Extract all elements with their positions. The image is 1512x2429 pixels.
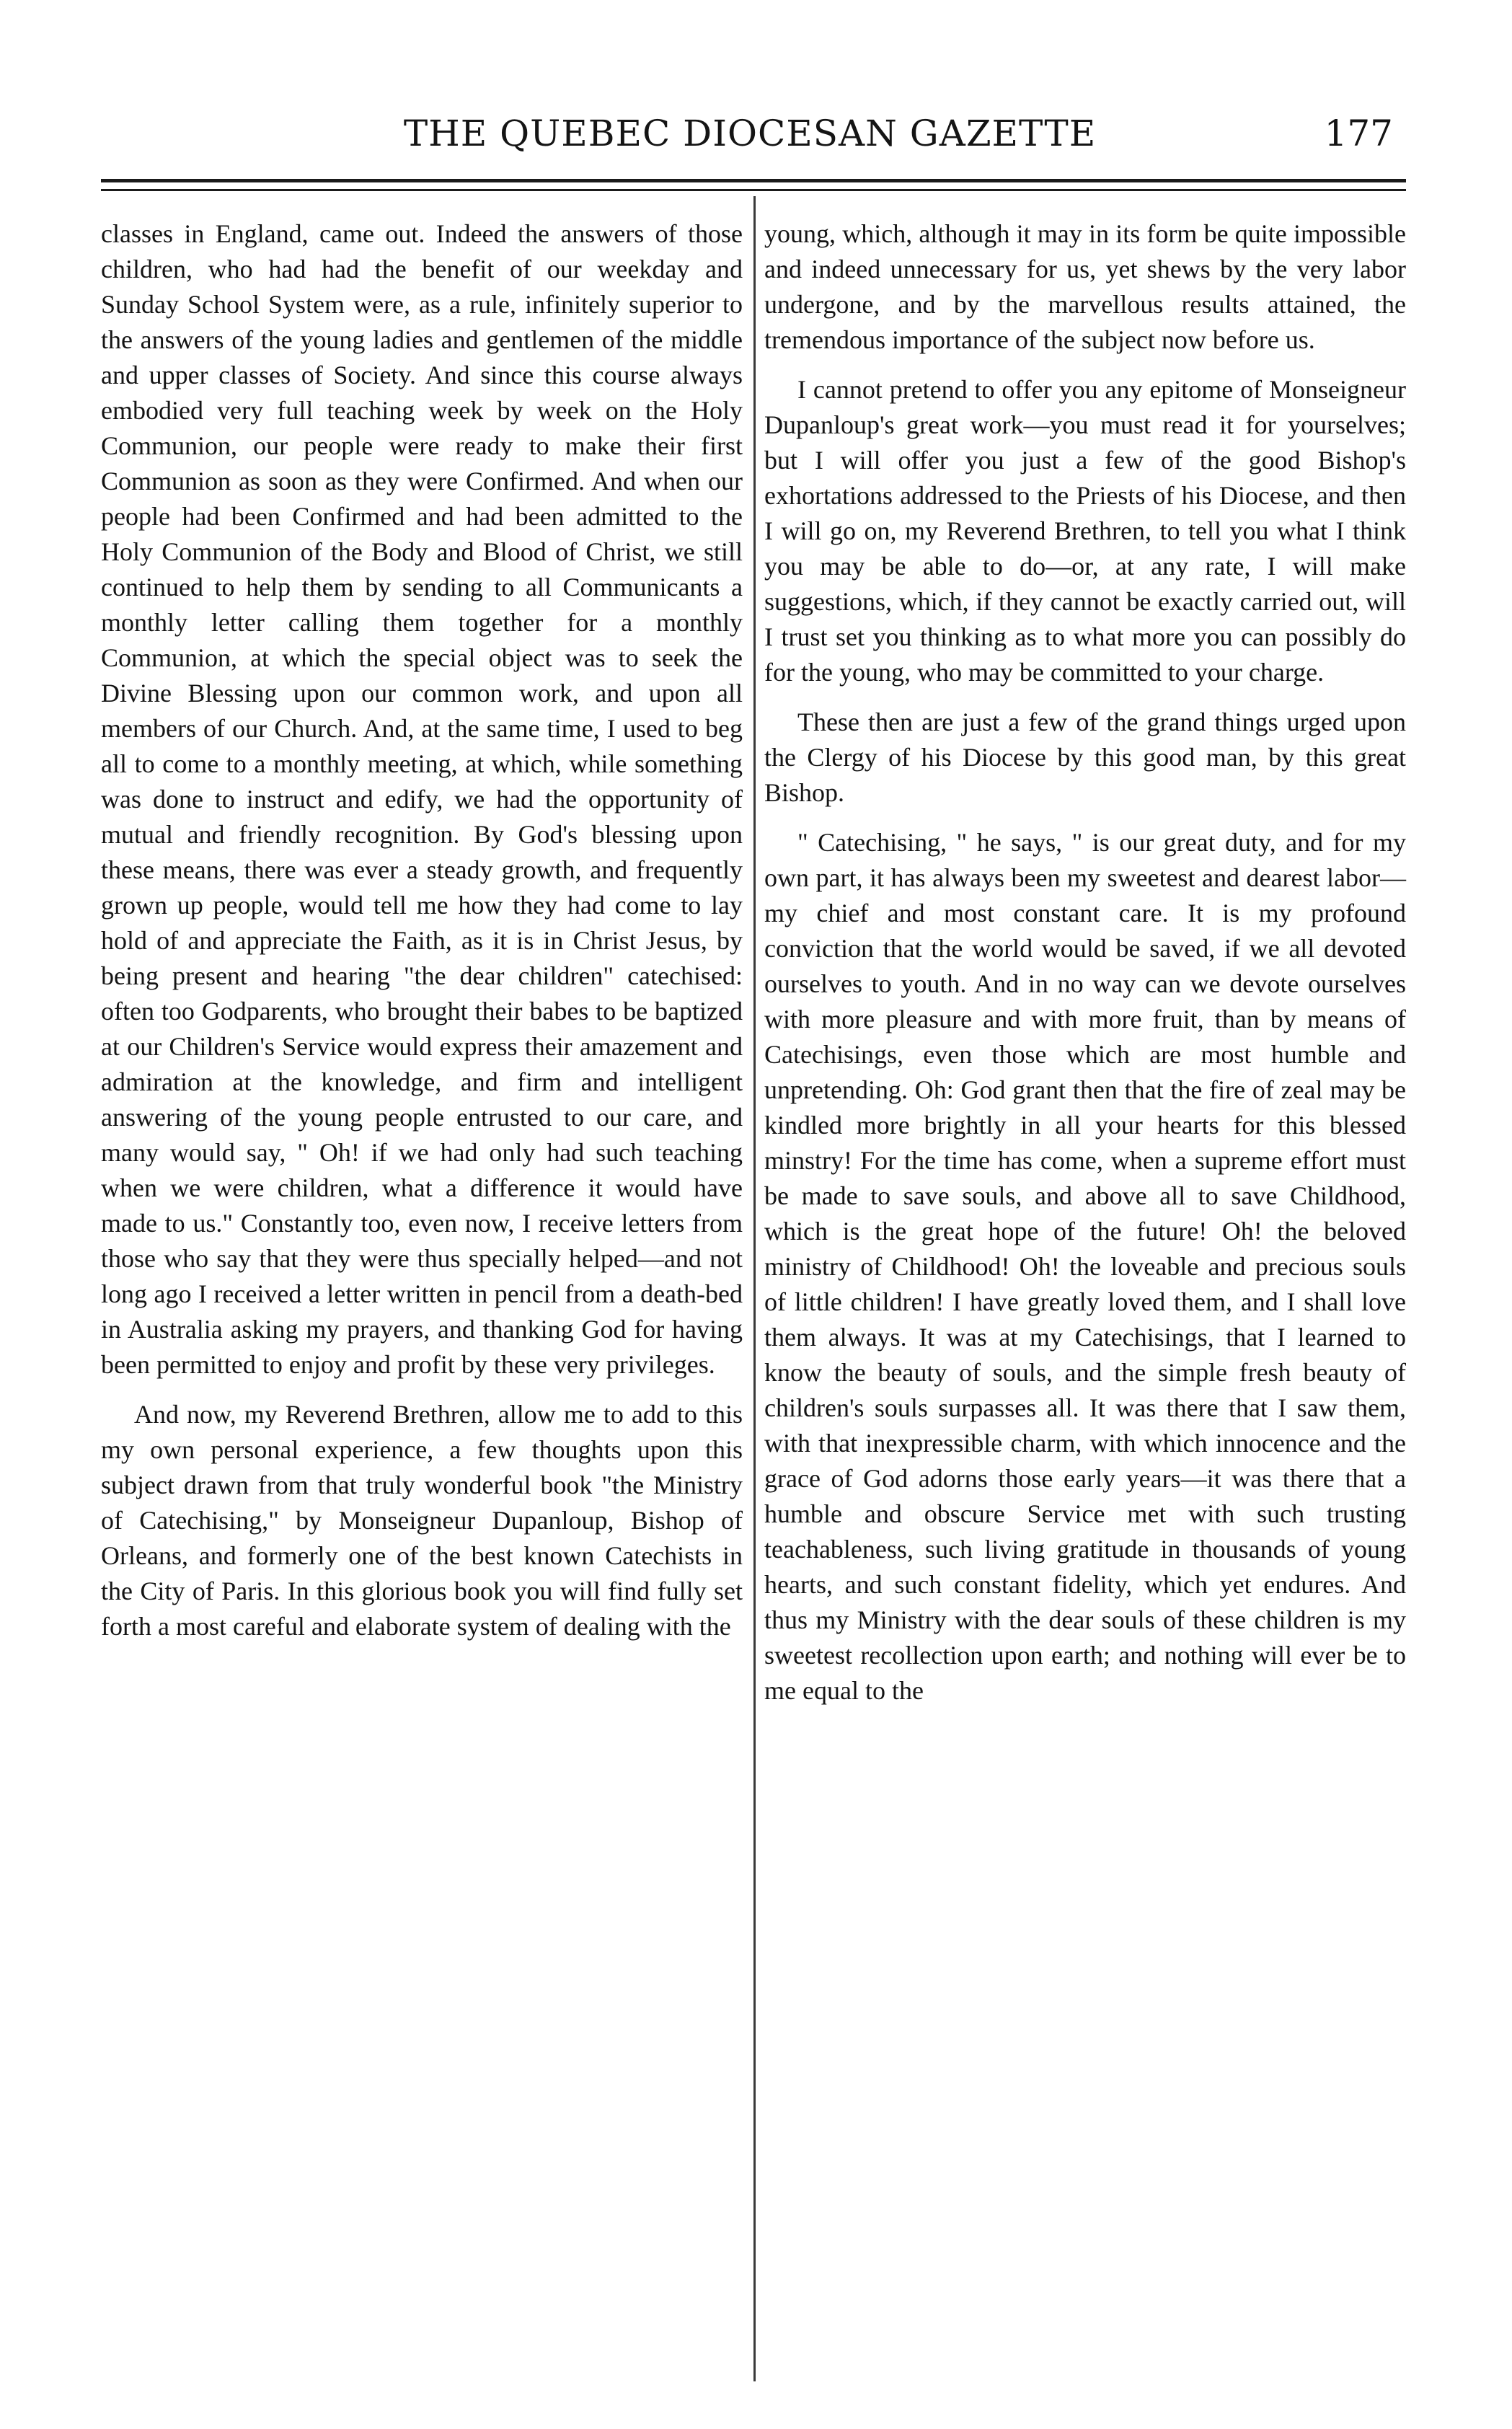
header-rule-thin bbox=[101, 189, 1406, 191]
page-number: 177 bbox=[1324, 113, 1393, 154]
left-column bbox=[101, 216, 743, 1659]
right-column bbox=[764, 216, 1406, 1723]
column-divider bbox=[753, 196, 756, 2381]
right-paragraph-3: These then are just a few of the grand things urged upon the Clergy of his Diocese by this good man, by this great Bishop. bbox=[764, 707, 1406, 807]
page-header bbox=[101, 108, 1399, 166]
right-paragraph-1: young, which, although it may in its form be quite impossible and indeed unnecessary for us, yet shews by the very labor undergone, and by the marvellous results attained, the tremendous importance of the subject now before us. bbox=[764, 219, 1406, 354]
right-paragraph-4: " Catechising, " he says, " is our great duty, and for my own part, it has always been my sweetest and dearest labor—my chief and most constant care. It is my profound conviction that the world would be saved, if we all devoted ourselves to youth. And in no way can we devote ourselves with more pleasure and with more fruit, than by means of Catechisings, even those which are most humble and unpretending. Oh: God grant then that the fire of zeal may be kindled more brightly in all your hearts for this blessed minstry! For the time has come, when a supreme effort must be made to save souls, and above all to save Childhood, which is the great hope of the future! Oh! the beloved ministry of Childhood! Oh! the loveable and precious souls of little children! I have greatly loved them, and I shall love them always. It was at my Catechisings, that I learned to know the beauty of souls, and the simple fresh beauty of children's souls surpasses all. It was there that I saw them, with that inexpressible charm, with which innocence and the grace of God adorns those early years—it was there that a humble and obscure Service met with such trusting teachableness, such living gratitude in thousands of young hearts, and such constant fidelity, which yet endures. And thus my Ministry with the dear souls of these children is my sweetest recollection upon earth; and nothing will ever be to me equal to the bbox=[764, 828, 1406, 1705]
left-paragraph-2: And now, my Reverend Brethren, allow me to add to this my own personal experience, a few thoughts upon this subject drawn from that truly wonderful book "the Ministry of Catechising," by Monseigneur Dupanloup, Bishop of Orleans, and formerly one of the best known Catechists in the City of Paris. In this glorious book you will find fully set forth a most careful and elaborate system of dealing with the bbox=[101, 1400, 743, 1641]
running-title: THE QUEBEC DIOCESAN GAZETTE bbox=[403, 113, 1097, 154]
left-paragraph-1: classes in England, came out. Indeed the answers of those children, who had had the benefit of our weekday and Sunday School System were, as a rule, infinitely superior to the answers of the young ladies and gentlemen of the middle and upper classes of Society. And since this course always embodied very full teaching week by week on the Holy Communion, our people were ready to make their first Communion as soon as they were Confirmed. And when our people had been Confirmed and had been admitted to the Holy Communion of the Body and Blood of Christ, we still continued to help them by sending to all Communicants a monthly letter calling them together for a monthly Communion, at which the special object was to seek the Divine Blessing upon our common work, and upon all members of our Church. And, at the same time, I used to beg all to come to a monthly meeting, at which, while something was done to instruct and edify, we had the opportunity of mutual and friendly recognition. By God's blessing upon these means, there was ever a steady growth, and frequently grown up people, would tell me how they had come to lay hold of and appreciate the Faith, as it is in Christ Jesus, by being present and hearing "the dear children" catechised: often too Godparents, who brought their babes to be baptized at our Children's Service would express their amazement and admiration at the knowledge, and firm and intelligent answering of the young people entrusted to our care, and many would say, " Oh! if we had only had such teaching when we were children, what a difference it would have made to us." Constantly too, even now, I receive letters from those who say that they were thus specially helped—and not long ago I received a letter written in pencil from a death-bed in Australia asking my prayers, and thanking God for having been permitted to enjoy and profit by these very privileges. bbox=[101, 219, 743, 1379]
header-rule-thick bbox=[101, 179, 1406, 182]
right-paragraph-2: I cannot pretend to offer you any epitome of Monseigneur Dupanloup's great work—you must read it for yourselves; but I will offer you just a few of the good Bishop's exhortations addressed to the Priests of his Diocese, and then I will go on, my Reverend Brethren, to tell you what I think you may be able to do—or, at any rate, I will make suggestions, which, if they cannot be exactly carried out, will I trust set you thinking as to what more you can possibly do for the young, who may be committed to your charge. bbox=[764, 375, 1406, 687]
